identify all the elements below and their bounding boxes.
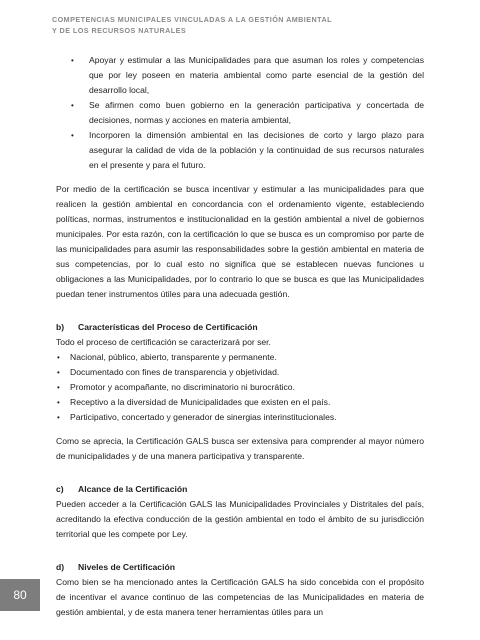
- running-header-line-1: COMPETENCIAS MUNICIPALES VINCULADAS A LA GESTIÓN AMBIENTAL: [52, 15, 332, 24]
- section-letter: c): [56, 484, 64, 494]
- running-header: [52, 15, 452, 36]
- section-letter: d): [56, 562, 65, 572]
- bullet-icon: •: [57, 398, 60, 407]
- list-item: • Promotor y acompañante, no discriminatorio ni burocrático.: [56, 380, 424, 395]
- section-intro: Todo el proceso de certificación se caracterizará por ser.: [56, 337, 271, 347]
- list-item: • Participativo, concertado y generador de sinergias interinstitucionales.: [56, 410, 424, 425]
- list-item: • Incorporen la dimensión ambiental en las decisiones de corto y largo plazo para asegurar la calidad de vida de la población y la continuidad de sus recursos naturales en el presente y para el futuro.: [71, 130, 424, 170]
- bullet-icon: •: [71, 56, 74, 65]
- paragraph: Por medio de la certificación se busca incentivar y estimular a las municipalidades para que realicen la gestión ambiental en concordancia con el ordenamiento vigente, estableciendo políticas, normas, instrumentos e institucionalidad en la gestión ambiental a nivel de gobiernos municipales. Por esta razón, con la certificación lo que se busca es un compromiso por parte de las municipalidades para asumir las responsabilidades sobre la gestión ambiental en materia de sus competencias, por lo cual esto no significa que se establecen nuevas funciones u obligaciones a las Municipalidades, por lo contrario lo que se busca es que las Municipalidades puedan tener instrumentos útiles para una adecuada gestión.: [56, 184, 424, 299]
- section-title: Características del Proceso de Certificación: [78, 322, 258, 332]
- page-number: 80: [0, 579, 40, 611]
- paragraph: Pueden acceder a la Certificación GALS las Municipalidades Provinciales y Distritales del país, acreditando la efectiva conducción de la gestión ambiental en todo el ámbito de su jurisdicción territorial que les compete por Ley.: [56, 499, 424, 539]
- bullet-icon: •: [71, 131, 74, 140]
- section-heading-d: [56, 560, 424, 575]
- list-item: • Documentado con fines de transparencia y objetividad.: [56, 365, 424, 380]
- section-letter: b): [56, 322, 65, 332]
- paragraph: Como se aprecia, la Certificación GALS busca ser extensiva para comprender al mayor número de municipalidades y de una manera participativa y transparente.: [56, 436, 424, 461]
- section-heading-b: [56, 320, 424, 335]
- bullet-icon: •: [57, 368, 60, 377]
- running-header-line-2: Y DE LOS RECURSOS NATURALES: [52, 25, 187, 35]
- section-heading-c: [56, 482, 424, 497]
- bullet-icon: •: [71, 101, 74, 110]
- objectives-list: [56, 53, 424, 173]
- page-body: [56, 53, 424, 620]
- section-title: Alcance de la Certificación: [78, 484, 188, 494]
- bullet-icon: •: [57, 413, 60, 422]
- bullet-icon: •: [57, 383, 60, 392]
- list-item: • Receptivo a la diversidad de Municipalidades que existen en el país.: [56, 395, 424, 410]
- characteristics-list: [56, 350, 424, 425]
- list-item: • Se afirmen como buen gobierno en la generación participativa y concertada de decisiones, normas y acciones en materia ambiental,: [71, 100, 424, 125]
- bullet-icon: •: [57, 353, 60, 362]
- list-item: • Nacional, público, abierto, transparente y permanente.: [56, 350, 424, 365]
- list-item: • Apoyar y estimular a las Municipalidades para que asuman los roles y competencias que por ley poseen en materia ambiental como parte esencial de la gestión del desarrollo local,: [71, 55, 424, 95]
- paragraph: Como bien se ha mencionado antes la Certificación GALS ha sido concebida con el propósito de incentivar el avance continuo de las competencias de las Municipalidades en materia de gestión ambiental, y de esta manera tener herramientas útiles para un: [56, 577, 424, 617]
- section-title: Niveles de Certificación: [78, 562, 175, 572]
